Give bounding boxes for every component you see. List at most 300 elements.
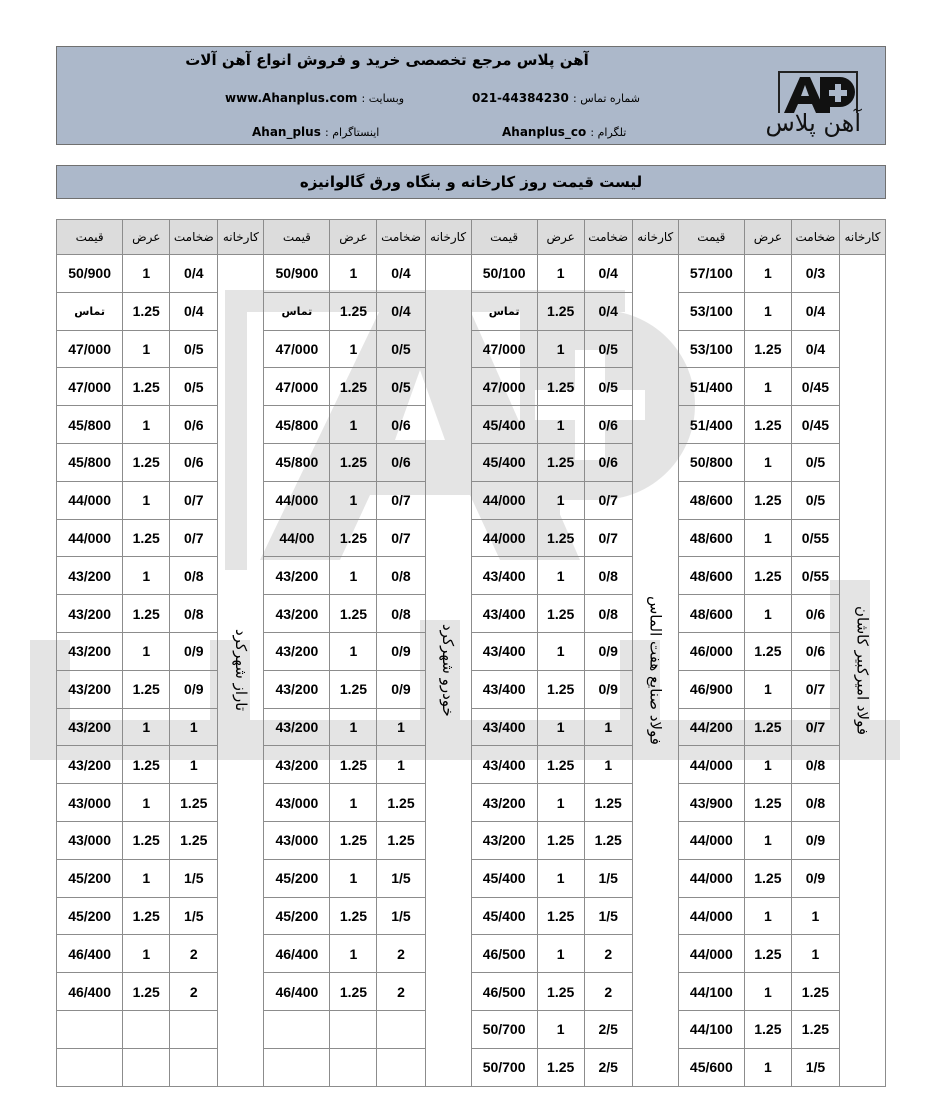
thickness-cell: 0/9 bbox=[377, 670, 425, 708]
header-width: عرض bbox=[744, 220, 791, 255]
thickness-cell: 2/5 bbox=[584, 1010, 632, 1048]
thickness-cell: 0/4 bbox=[170, 255, 218, 293]
price-cell: 46/400 bbox=[264, 935, 330, 973]
width-cell: 1 bbox=[537, 708, 584, 746]
width-cell: 1 bbox=[744, 255, 791, 293]
thickness-cell bbox=[377, 1048, 425, 1086]
price-cell: 43/200 bbox=[57, 670, 123, 708]
width-cell: 1 bbox=[744, 292, 791, 330]
thickness-cell: 1/5 bbox=[170, 859, 218, 897]
price-cell: 43/400 bbox=[471, 670, 537, 708]
width-cell: 1 bbox=[537, 632, 584, 670]
thickness-cell bbox=[170, 1010, 218, 1048]
thickness-cell: 0/5 bbox=[377, 330, 425, 368]
width-cell: 1 bbox=[744, 746, 791, 784]
logo-text: آهن پلاس bbox=[765, 109, 861, 137]
width-cell: 1 bbox=[537, 935, 584, 973]
price-cell: تماس bbox=[471, 292, 537, 330]
width-cell: 1.25 bbox=[123, 519, 170, 557]
width-cell: 1 bbox=[123, 481, 170, 519]
width-cell: 1 bbox=[744, 670, 791, 708]
website-link[interactable]: www.Ahanplus.com bbox=[225, 91, 358, 105]
width-cell: 1 bbox=[123, 935, 170, 973]
price-cell: 44/000 bbox=[57, 481, 123, 519]
table-row bbox=[57, 595, 886, 633]
width-cell: 1.25 bbox=[744, 1010, 791, 1048]
thickness-cell: 0/4 bbox=[791, 292, 839, 330]
price-cell: 50/700 bbox=[471, 1048, 537, 1086]
thickness-cell: 2 bbox=[584, 973, 632, 1011]
width-cell: 1 bbox=[537, 255, 584, 293]
thickness-cell: 0/8 bbox=[377, 557, 425, 595]
thickness-cell: 1.25 bbox=[791, 973, 839, 1011]
width-cell: 1 bbox=[537, 859, 584, 897]
width-cell: 1.25 bbox=[537, 519, 584, 557]
width-cell: 1.25 bbox=[330, 670, 377, 708]
width-cell: 1.25 bbox=[744, 784, 791, 822]
thickness-cell: 1/5 bbox=[377, 859, 425, 897]
price-cell: 43/400 bbox=[471, 595, 537, 633]
price-cell: 45/800 bbox=[57, 443, 123, 481]
thickness-cell: 1.25 bbox=[170, 821, 218, 859]
thickness-cell: 1/5 bbox=[170, 897, 218, 935]
width-cell bbox=[330, 1010, 377, 1048]
thickness-cell: 0/8 bbox=[170, 557, 218, 595]
price-cell: 45/200 bbox=[57, 897, 123, 935]
price-cell: 43/200 bbox=[57, 595, 123, 633]
price-cell: تماس bbox=[264, 292, 330, 330]
price-cell: 44/000 bbox=[471, 481, 537, 519]
price-cell: 45/800 bbox=[264, 443, 330, 481]
width-cell: 1.25 bbox=[537, 973, 584, 1011]
contact-instagram bbox=[252, 125, 379, 139]
factory-name-cell: تاراز شهرکرد bbox=[218, 255, 264, 1087]
thickness-cell: 0/5 bbox=[170, 330, 218, 368]
price-cell: 45/400 bbox=[471, 897, 537, 935]
thickness-cell: 1/5 bbox=[584, 859, 632, 897]
thickness-cell: 0/9 bbox=[170, 632, 218, 670]
width-cell: 1 bbox=[330, 632, 377, 670]
thickness-cell: 0/6 bbox=[170, 406, 218, 444]
width-cell: 1.25 bbox=[330, 292, 377, 330]
header-thickness: ضخامت bbox=[584, 220, 632, 255]
width-cell bbox=[330, 1048, 377, 1086]
price-cell: 57/100 bbox=[678, 255, 744, 293]
price-cell: 43/000 bbox=[264, 784, 330, 822]
width-cell: 1.25 bbox=[537, 368, 584, 406]
thickness-cell: 0/7 bbox=[584, 519, 632, 557]
thickness-cell: 1 bbox=[584, 708, 632, 746]
price-cell: 51/400 bbox=[678, 368, 744, 406]
table-row bbox=[57, 557, 886, 595]
thickness-cell: 1.25 bbox=[377, 821, 425, 859]
width-cell: 1 bbox=[123, 784, 170, 822]
thickness-cell: 0/8 bbox=[791, 746, 839, 784]
price-cell: 43/200 bbox=[264, 670, 330, 708]
thickness-cell: 1 bbox=[584, 746, 632, 784]
header-factory: کارخانه bbox=[218, 220, 264, 255]
price-cell: 43/000 bbox=[264, 821, 330, 859]
table-row bbox=[57, 897, 886, 935]
width-cell: 1.25 bbox=[537, 746, 584, 784]
thickness-cell: 1 bbox=[170, 746, 218, 784]
price-cell: 45/200 bbox=[264, 859, 330, 897]
thickness-cell: 0/9 bbox=[377, 632, 425, 670]
price-cell: 47/000 bbox=[471, 330, 537, 368]
width-cell: 1 bbox=[744, 897, 791, 935]
page-subtitle: لیست قیمت روز کارخانه و بنگاه ورق گالوانیزه bbox=[56, 165, 886, 199]
price-table-body bbox=[57, 255, 886, 1087]
width-cell: 1 bbox=[123, 406, 170, 444]
thickness-cell: 0/6 bbox=[791, 595, 839, 633]
website-label: وبسایت : bbox=[361, 92, 405, 105]
thickness-cell: 1 bbox=[377, 708, 425, 746]
thickness-cell: 0/7 bbox=[791, 708, 839, 746]
thickness-cell: 0/6 bbox=[170, 443, 218, 481]
header-thickness: ضخامت bbox=[791, 220, 839, 255]
width-cell: 1.25 bbox=[123, 746, 170, 784]
width-cell: 1.25 bbox=[744, 557, 791, 595]
width-cell: 1 bbox=[123, 632, 170, 670]
thickness-cell: 0/9 bbox=[584, 670, 632, 708]
width-cell: 1 bbox=[330, 255, 377, 293]
price-cell: 46/400 bbox=[57, 935, 123, 973]
price-cell: 44/000 bbox=[471, 519, 537, 557]
width-cell: 1 bbox=[123, 708, 170, 746]
price-cell: 50/800 bbox=[678, 443, 744, 481]
width-cell: 1.25 bbox=[537, 595, 584, 633]
width-cell: 1 bbox=[744, 1048, 791, 1086]
price-cell: 46/900 bbox=[678, 670, 744, 708]
width-cell: 1 bbox=[330, 708, 377, 746]
thickness-cell: 0/7 bbox=[377, 481, 425, 519]
price-cell: 43/000 bbox=[57, 784, 123, 822]
price-cell: 45/600 bbox=[678, 1048, 744, 1086]
width-cell: 1 bbox=[744, 368, 791, 406]
width-cell: 1.25 bbox=[744, 859, 791, 897]
table-header-row bbox=[57, 220, 886, 255]
thickness-cell: 2/5 bbox=[584, 1048, 632, 1086]
width-cell: 1 bbox=[537, 330, 584, 368]
width-cell: 1 bbox=[537, 1010, 584, 1048]
price-cell: 53/100 bbox=[678, 330, 744, 368]
price-cell: 43/400 bbox=[471, 632, 537, 670]
width-cell: 1.25 bbox=[123, 973, 170, 1011]
width-cell: 1.25 bbox=[744, 481, 791, 519]
thickness-cell: 0/6 bbox=[584, 443, 632, 481]
price-cell: تماس bbox=[57, 292, 123, 330]
width-cell: 1 bbox=[330, 557, 377, 595]
thickness-cell: 0/5 bbox=[584, 368, 632, 406]
thickness-cell: 1.25 bbox=[791, 1010, 839, 1048]
price-cell: 44/000 bbox=[678, 746, 744, 784]
price-cell: 44/000 bbox=[678, 897, 744, 935]
width-cell: 1 bbox=[744, 443, 791, 481]
thickness-cell: 1 bbox=[791, 897, 839, 935]
price-cell: 46/500 bbox=[471, 973, 537, 1011]
thickness-cell: 0/5 bbox=[377, 368, 425, 406]
table-row bbox=[57, 973, 886, 1011]
price-cell: 47/000 bbox=[264, 330, 330, 368]
width-cell: 1.25 bbox=[537, 670, 584, 708]
thickness-cell: 0/4 bbox=[170, 292, 218, 330]
thickness-cell: 2 bbox=[170, 973, 218, 1011]
price-cell: 45/800 bbox=[264, 406, 330, 444]
price-cell: 44/100 bbox=[678, 973, 744, 1011]
price-table bbox=[56, 219, 886, 1087]
width-cell: 1 bbox=[744, 821, 791, 859]
thickness-cell: 0/5 bbox=[791, 443, 839, 481]
header-banner bbox=[56, 46, 886, 145]
price-cell: 44/200 bbox=[678, 708, 744, 746]
table-row bbox=[57, 292, 886, 330]
width-cell: 1.25 bbox=[330, 595, 377, 633]
header-factory: کارخانه bbox=[425, 220, 471, 255]
thickness-cell: 0/8 bbox=[584, 595, 632, 633]
table-row bbox=[57, 708, 886, 746]
price-cell bbox=[264, 1048, 330, 1086]
contact-phone bbox=[472, 91, 640, 105]
instagram-label: اینستاگرام : bbox=[325, 126, 380, 139]
price-cell bbox=[57, 1010, 123, 1048]
table-row bbox=[57, 406, 886, 444]
thickness-cell: 0/6 bbox=[584, 406, 632, 444]
price-cell: 43/200 bbox=[471, 821, 537, 859]
price-cell: 43/200 bbox=[57, 557, 123, 595]
price-cell: 43/200 bbox=[57, 708, 123, 746]
price-cell: 44/000 bbox=[678, 935, 744, 973]
thickness-cell: 0/5 bbox=[791, 481, 839, 519]
header-width: عرض bbox=[123, 220, 170, 255]
price-cell: 47/000 bbox=[57, 368, 123, 406]
width-cell bbox=[123, 1048, 170, 1086]
thickness-cell: 1.25 bbox=[584, 784, 632, 822]
thickness-cell: 1 bbox=[791, 935, 839, 973]
contact-website bbox=[225, 91, 404, 105]
width-cell: 1 bbox=[330, 406, 377, 444]
width-cell: 1.25 bbox=[123, 595, 170, 633]
thickness-cell: 0/9 bbox=[170, 670, 218, 708]
width-cell: 1 bbox=[537, 481, 584, 519]
price-cell: 47/000 bbox=[471, 368, 537, 406]
price-cell: 45/400 bbox=[471, 443, 537, 481]
price-cell: 43/200 bbox=[57, 746, 123, 784]
thickness-cell: 2 bbox=[377, 973, 425, 1011]
table-row bbox=[57, 632, 886, 670]
thickness-cell: 0/55 bbox=[791, 519, 839, 557]
width-cell: 1.25 bbox=[744, 330, 791, 368]
price-cell bbox=[57, 1048, 123, 1086]
width-cell: 1.25 bbox=[123, 670, 170, 708]
price-cell: 43/200 bbox=[264, 595, 330, 633]
telegram-label: تلگرام : bbox=[590, 126, 627, 139]
table-row bbox=[57, 1010, 886, 1048]
header-price: قیمت bbox=[57, 220, 123, 255]
price-cell: 45/200 bbox=[57, 859, 123, 897]
header-thickness: ضخامت bbox=[377, 220, 425, 255]
width-cell: 1 bbox=[123, 557, 170, 595]
width-cell: 1.25 bbox=[744, 708, 791, 746]
price-cell: 43/200 bbox=[264, 557, 330, 595]
thickness-cell: 0/55 bbox=[791, 557, 839, 595]
price-cell: 47/000 bbox=[57, 330, 123, 368]
thickness-cell: 0/45 bbox=[791, 406, 839, 444]
price-cell: 43/900 bbox=[678, 784, 744, 822]
thickness-cell: 0/4 bbox=[791, 330, 839, 368]
factory-name-cell: فولاد امیرکبیر کاشان bbox=[839, 255, 885, 1087]
telegram-handle: Ahanplus_co bbox=[502, 125, 587, 139]
table-row bbox=[57, 330, 886, 368]
thickness-cell: 0/7 bbox=[170, 481, 218, 519]
thickness-cell: 0/6 bbox=[791, 632, 839, 670]
thickness-cell: 0/6 bbox=[377, 443, 425, 481]
price-cell: 43/200 bbox=[264, 708, 330, 746]
thickness-cell: 2 bbox=[377, 935, 425, 973]
width-cell: 1 bbox=[330, 481, 377, 519]
thickness-cell: 0/7 bbox=[791, 670, 839, 708]
thickness-cell: 1.25 bbox=[584, 821, 632, 859]
width-cell: 1.25 bbox=[330, 368, 377, 406]
price-cell: 50/900 bbox=[57, 255, 123, 293]
thickness-cell: 0/5 bbox=[170, 368, 218, 406]
thickness-cell: 2 bbox=[584, 935, 632, 973]
price-cell: 46/400 bbox=[57, 973, 123, 1011]
header-factory: کارخانه bbox=[839, 220, 885, 255]
price-cell bbox=[264, 1010, 330, 1048]
price-cell: 44/000 bbox=[678, 821, 744, 859]
width-cell: 1 bbox=[330, 784, 377, 822]
width-cell: 1.25 bbox=[330, 973, 377, 1011]
thickness-cell: 0/4 bbox=[377, 255, 425, 293]
header-price: قیمت bbox=[678, 220, 744, 255]
thickness-cell: 1.25 bbox=[377, 784, 425, 822]
price-cell: 46/000 bbox=[678, 632, 744, 670]
width-cell: 1 bbox=[123, 859, 170, 897]
price-cell: 43/400 bbox=[471, 557, 537, 595]
width-cell: 1.25 bbox=[123, 443, 170, 481]
width-cell: 1 bbox=[330, 859, 377, 897]
header-price: قیمت bbox=[471, 220, 537, 255]
price-cell: 44/000 bbox=[57, 519, 123, 557]
thickness-cell: 1/5 bbox=[377, 897, 425, 935]
thickness-cell: 0/4 bbox=[377, 292, 425, 330]
price-cell: 48/600 bbox=[678, 519, 744, 557]
price-cell: 46/500 bbox=[471, 935, 537, 973]
header-price: قیمت bbox=[264, 220, 330, 255]
thickness-cell: 1 bbox=[170, 708, 218, 746]
price-cell: 44/000 bbox=[264, 481, 330, 519]
width-cell: 1 bbox=[744, 519, 791, 557]
width-cell: 1 bbox=[537, 406, 584, 444]
table-row bbox=[57, 784, 886, 822]
phone-number: 021-44384230 bbox=[472, 91, 569, 105]
table-row bbox=[57, 255, 886, 293]
price-cell: 48/600 bbox=[678, 557, 744, 595]
factory-name-cell: فولاد صنایع هفت الماس bbox=[632, 255, 678, 1087]
width-cell: 1 bbox=[330, 330, 377, 368]
width-cell: 1.25 bbox=[123, 292, 170, 330]
price-cell: 43/200 bbox=[264, 746, 330, 784]
width-cell: 1.25 bbox=[123, 897, 170, 935]
header-factory: کارخانه bbox=[632, 220, 678, 255]
price-cell: 44/00 bbox=[264, 519, 330, 557]
width-cell: 1.25 bbox=[537, 821, 584, 859]
price-cell: 45/200 bbox=[264, 897, 330, 935]
instagram-handle: Ahan_plus bbox=[252, 125, 321, 139]
width-cell: 1.25 bbox=[123, 821, 170, 859]
price-cell: 50/900 bbox=[264, 255, 330, 293]
price-cell: 53/100 bbox=[678, 292, 744, 330]
table-row bbox=[57, 481, 886, 519]
width-cell: 1.25 bbox=[537, 897, 584, 935]
width-cell: 1.25 bbox=[537, 1048, 584, 1086]
price-cell: 50/100 bbox=[471, 255, 537, 293]
price-cell: 44/100 bbox=[678, 1010, 744, 1048]
header-width: عرض bbox=[330, 220, 377, 255]
table-row bbox=[57, 1048, 886, 1086]
contact-telegram bbox=[502, 125, 626, 139]
table-row bbox=[57, 821, 886, 859]
table-row bbox=[57, 443, 886, 481]
width-cell: 1 bbox=[330, 935, 377, 973]
width-cell: 1 bbox=[744, 973, 791, 1011]
width-cell: 1.25 bbox=[330, 746, 377, 784]
thickness-cell: 0/9 bbox=[791, 821, 839, 859]
brand-logo bbox=[727, 71, 867, 139]
thickness-cell: 0/9 bbox=[791, 859, 839, 897]
table-row bbox=[57, 935, 886, 973]
thickness-cell: 0/4 bbox=[584, 255, 632, 293]
price-cell: 48/600 bbox=[678, 481, 744, 519]
thickness-cell: 0/3 bbox=[791, 255, 839, 293]
price-cell: 43/200 bbox=[57, 632, 123, 670]
thickness-cell: 1.25 bbox=[170, 784, 218, 822]
table-row bbox=[57, 859, 886, 897]
thickness-cell: 0/7 bbox=[584, 481, 632, 519]
width-cell: 1.25 bbox=[330, 519, 377, 557]
thickness-cell: 0/45 bbox=[791, 368, 839, 406]
width-cell: 1.25 bbox=[330, 897, 377, 935]
price-cell: 46/400 bbox=[264, 973, 330, 1011]
width-cell: 1 bbox=[744, 595, 791, 633]
thickness-cell: 0/4 bbox=[584, 292, 632, 330]
thickness-cell: 1 bbox=[377, 746, 425, 784]
price-cell: 45/800 bbox=[57, 406, 123, 444]
table-row bbox=[57, 519, 886, 557]
table-row bbox=[57, 670, 886, 708]
thickness-cell: 0/8 bbox=[791, 784, 839, 822]
price-cell: 44/000 bbox=[678, 859, 744, 897]
table-row bbox=[57, 368, 886, 406]
width-cell: 1.25 bbox=[537, 292, 584, 330]
width-cell: 1.25 bbox=[330, 821, 377, 859]
header-thickness: ضخامت bbox=[170, 220, 218, 255]
thickness-cell: 1/5 bbox=[584, 897, 632, 935]
width-cell: 1 bbox=[537, 784, 584, 822]
width-cell: 1.25 bbox=[330, 443, 377, 481]
width-cell: 1.25 bbox=[744, 632, 791, 670]
factory-name-cell: خودرو شهرکرد bbox=[425, 255, 471, 1087]
price-cell: 50/700 bbox=[471, 1010, 537, 1048]
price-cell: 43/400 bbox=[471, 708, 537, 746]
thickness-cell bbox=[170, 1048, 218, 1086]
price-cell: 47/000 bbox=[264, 368, 330, 406]
thickness-cell: 0/9 bbox=[584, 632, 632, 670]
price-cell: 45/400 bbox=[471, 859, 537, 897]
thickness-cell: 0/8 bbox=[377, 595, 425, 633]
price-cell: 51/400 bbox=[678, 406, 744, 444]
width-cell: 1 bbox=[537, 557, 584, 595]
